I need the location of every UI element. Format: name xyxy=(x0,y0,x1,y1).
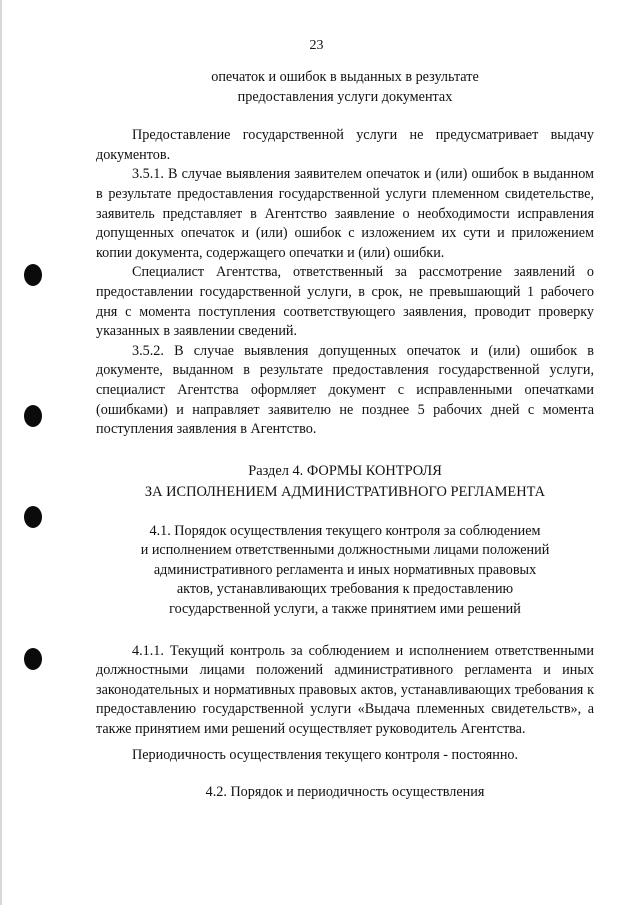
binder-hole-4 xyxy=(24,648,42,670)
subheading-4-1-line-5: государственной услуги, а также принятием ими решений xyxy=(169,601,521,618)
section-title xyxy=(96,461,594,503)
binder-hole-3 xyxy=(24,506,42,528)
page-number: 23 xyxy=(309,38,324,53)
section-title-line-1: Раздел 4. ФОРМЫ КОНТРОЛЯ xyxy=(248,462,442,479)
paragraph-4-1-1: 4.1.1. Текущий контроль за соблюдением и исполнением ответственными должностными лицами положений административного регламента и иных законодательных и нормативных правовых актов, устанавливающих требования к предоставлению государственной услуги «Выдача племенных свидетельств», а также принятием ими решений осуществляет руководитель Агентства. xyxy=(96,642,594,738)
paragraph-3-5-1: 3.5.1. В случае выявления заявителем опечаток и (или) ошибок в выданном в результате предоставления государственной услуги племенном свидетельстве, заявитель представляет в Агентство заявление о необходимости исправления допущенных опечаток и (или) ошибок с изложением их сути и приложением копии документа, содержащего опечатки и (или) ошибки. xyxy=(96,166,594,261)
document-body xyxy=(96,68,594,803)
heading-line-2: предоставления услуги документах xyxy=(237,88,453,105)
subheading-4-1-line-1: 4.1. Порядок осуществления текущего контроля за соблюдением xyxy=(149,522,541,539)
scan-edge xyxy=(0,0,2,905)
subheading-4-1 xyxy=(96,522,594,620)
paragraph-no-issue: Предоставление государственной услуги не предусматривает выдачу документов. xyxy=(96,127,594,163)
binder-hole-2 xyxy=(24,405,42,427)
subheading-4-1-line-4: актов, устанавливающих требования к предоставлению xyxy=(176,581,514,598)
subheading-4-2: 4.2. Порядок и периодичность осуществления xyxy=(205,784,485,801)
heading-line-1: опечаток и ошибок в выданных в результате xyxy=(211,69,479,85)
section-title-line-2: ЗА ИСПОЛНЕНИЕМ АДМИНИСТРАТИВНОГО РЕГЛАМЕНТА xyxy=(144,483,546,500)
paragraph-specialist: Специалист Агентства, ответственный за рассмотрение заявлений о предоставлении государственной услуги, в срок, не превышающий 1 рабочего дня с момента поступления соответствующего заявления, проводит проверку указанных в заявлении сведений. xyxy=(96,264,594,340)
subheading-4-1-line-2: и исполнением ответственными должностными лицами положений xyxy=(140,542,550,559)
paragraph-3-5-2: 3.5.2. В случае выявления допущенных опечаток и (или) ошибок в документе, выданном в результате предоставления государственной услуги, специалист Агентства оформляет документ с исправленными опечатками (ошибками) и направляет заявителю не позднее 5 рабочих дней с момента поступления заявления в Агентство. xyxy=(96,342,594,438)
subheading-4-1-line-3: административного регламента и иных нормативных правовых xyxy=(153,561,537,578)
binder-hole-1 xyxy=(24,264,42,286)
paragraph-periodicity: Периодичность осуществления текущего контроля - постоянно. xyxy=(132,746,519,763)
